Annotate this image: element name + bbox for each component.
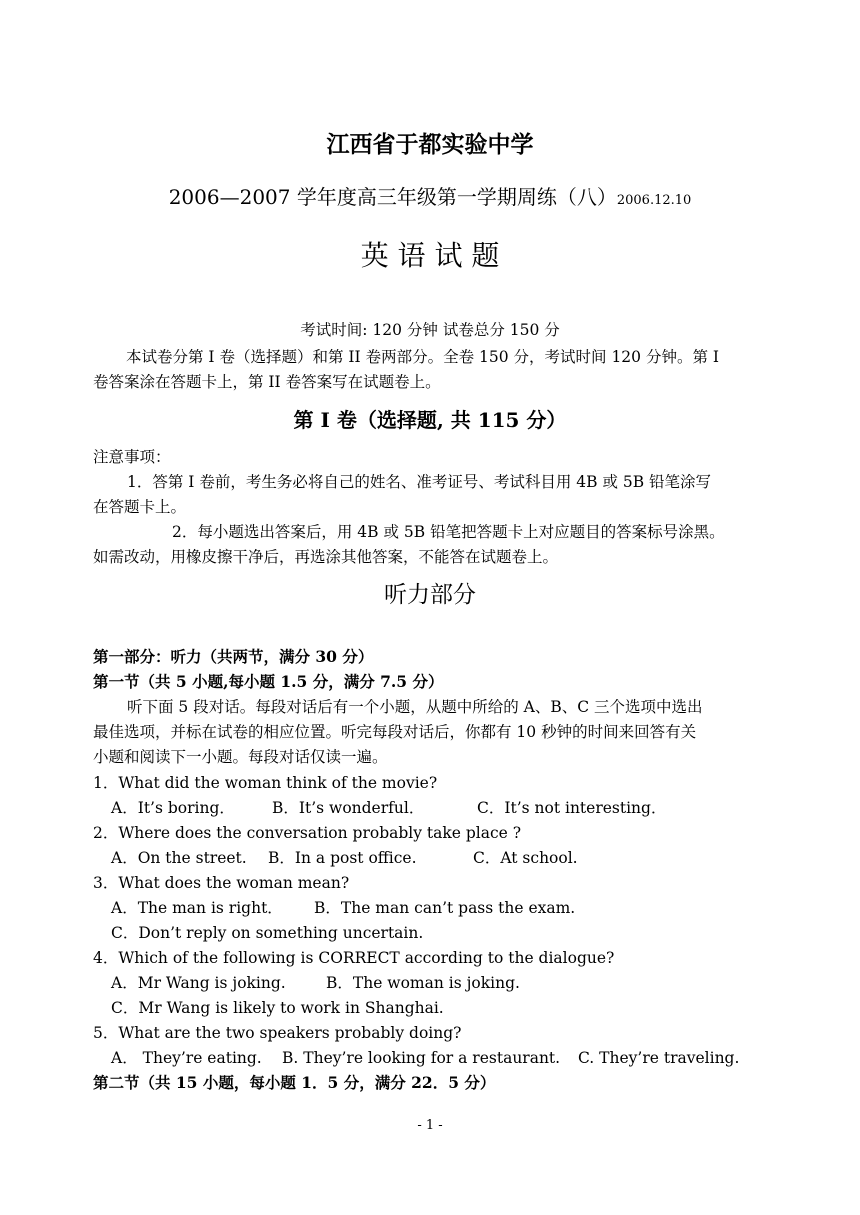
q4-option-c: C．Mr Wang is likely to work in Shanghai. bbox=[111, 999, 444, 1017]
q5-option-a: A． They’re eating. bbox=[111, 1049, 262, 1067]
notes-label: 注意事项： bbox=[93, 448, 171, 466]
q4-option-a: A．Mr Wang is joking. bbox=[111, 974, 286, 992]
q5-option-b: B. They’re looking for a restaurant. bbox=[282, 1049, 561, 1067]
note2-line-1: 2．每小题选出答案后，用 4B 或 5B 铅笔把答题卡上对应题目的答案标号涂黑。 bbox=[172, 523, 725, 541]
exam-subtitle bbox=[0, 184, 860, 214]
q3-option-b: B．The man can’t pass the exam. bbox=[314, 899, 576, 917]
listening-part-title: 第一部分：听力（共两节，满分 30 分） bbox=[93, 647, 374, 666]
q2-option-a: A．On the street. bbox=[111, 849, 247, 867]
q1-option-b: B．It’s wonderful． bbox=[272, 799, 425, 817]
question-3: 3．What does the woman mean? bbox=[93, 874, 350, 892]
exam-title: 英 语 试 题 bbox=[360, 239, 500, 272]
question-5: 5．What are the two speakers probably doing? bbox=[93, 1024, 462, 1042]
q3-option-c: C．Don’t reply on something uncertain. bbox=[111, 924, 424, 942]
school-name: 江西省于都实验中学 bbox=[326, 131, 534, 158]
q1-option-c: C．It’s not interesting． bbox=[477, 799, 667, 817]
q3-option-a: A．The man is right． bbox=[111, 899, 283, 917]
q2-option-c: C．At school. bbox=[473, 849, 578, 867]
exam-date: 2006.12.10 bbox=[616, 193, 692, 208]
q1-option-a: A．It’s boring． bbox=[111, 799, 235, 817]
section1-title: 第一节（共 5 小题,每小题 1.5 分，满分 7.5 分） bbox=[93, 672, 444, 691]
note2-line-2: 如需改动，用橡皮擦干净后，再选涂其他答案，不能答在试题卷上。 bbox=[93, 548, 559, 566]
page-number: - 1 - bbox=[417, 1118, 443, 1133]
q4-option-b: B．The woman is joking. bbox=[326, 974, 520, 992]
time-line: 考试时间: 120 分钟 试卷总分 150 分 bbox=[300, 321, 560, 339]
intro-line-2: 卷答案涂在答题卡上，第 II 卷答案写在试题卷上。 bbox=[93, 373, 441, 391]
exam-subtitle-text: 2006—2007 学年度高三年级第一学期周练（八） bbox=[168, 185, 617, 209]
intro-line-1: 本试卷分第 I 卷（选择题）和第 II 卷两部分。全卷 150 分，考试时间 120 分钟。第 I bbox=[126, 348, 720, 366]
instruction-line-2: 最佳选项，并标在试卷的相应位置。听完每段对话后，你都有 10 秒钟的时间来回答有关 bbox=[93, 723, 697, 741]
instruction-line-3: 小题和阅读下一小题。每段对话仅读一遍。 bbox=[93, 748, 388, 766]
question-1: 1．What did the woman think of the movie? bbox=[93, 774, 438, 792]
instruction-line-1: 听下面 5 段对话。每段对话后有一个小题，从题中所给的 A、B、C 三个选项中选出 bbox=[127, 698, 703, 716]
question-4: 4．Which of the following is CORRECT according to the dialogue? bbox=[93, 949, 615, 967]
q2-option-b: B．In a post office. bbox=[268, 849, 417, 867]
section2-title: 第二节（共 15 小题，每小题 1．5 分，满分 22．5 分） bbox=[93, 1073, 496, 1092]
note1-line-1: 1．答第 I 卷前，考生务必将自己的姓名、准考证号、考试科目用 4B 或 5B 铅笔涂写 bbox=[127, 473, 712, 491]
part1-title: 第 I 卷（选择题, 共 115 分） bbox=[293, 408, 567, 432]
q5-option-c: C. They’re traveling. bbox=[578, 1049, 740, 1067]
question-2: 2．Where does the conversation probably take place ? bbox=[93, 824, 522, 842]
listening-heading: 听力部分 bbox=[384, 582, 476, 608]
note1-line-2: 在答题卡上。 bbox=[93, 498, 187, 516]
